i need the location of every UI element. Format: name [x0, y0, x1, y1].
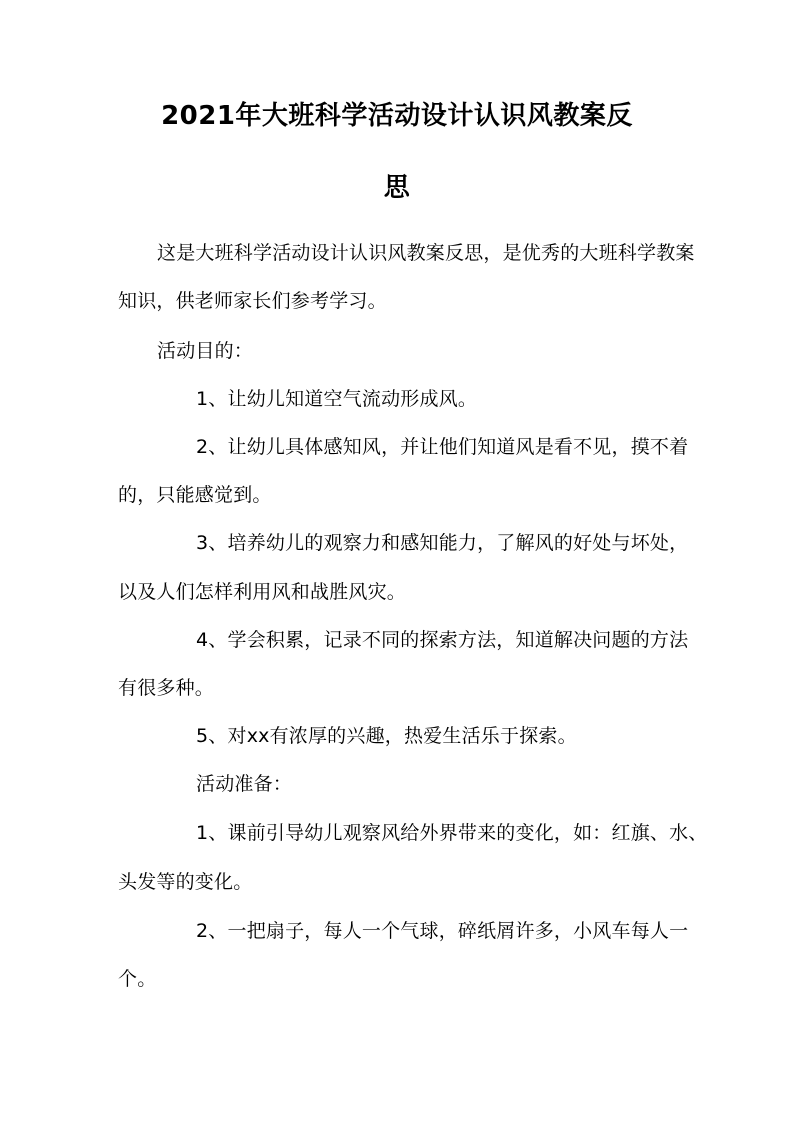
goal-item-2-line-2: 的，只能感觉到。 — [118, 484, 272, 506]
document-title-line-1: 2021年大班科学活动设计认识风教案反 — [161, 101, 633, 131]
prep-item-1-line-2: 头发等的变化。 — [118, 871, 253, 893]
intro-paragraph-line-2: 知识，供老师家长们参考学习。 — [118, 290, 387, 312]
goal-item-4-line-1: 4、学会积累，记录不同的探索方法，知道解决问题的方法 — [196, 629, 689, 651]
goal-item-1: 1、让幼儿知道空气流动形成风。 — [196, 388, 478, 410]
goal-item-5: 5、对xx有浓厚的兴趣，热爱生活乐于探索。 — [196, 725, 577, 747]
intro-paragraph-line-1: 这是大班科学活动设计认识风教案反思，是优秀的大班科学教案 — [157, 242, 695, 264]
goal-item-3-line-2: 以及人们怎样利用风和战胜风灾。 — [118, 581, 407, 603]
prep-heading: 活动准备： — [196, 773, 293, 795]
goal-item-2-line-1: 2、让幼儿具体感知风，并让他们知道风是看不见，摸不着 — [196, 436, 689, 458]
goal-item-4-line-2: 有很多种。 — [118, 677, 215, 699]
prep-item-1-line-1: 1、课前引导幼儿观察风给外界带来的变化，如：红旗、水、 — [196, 822, 708, 844]
goals-heading: 活动目的： — [157, 340, 254, 362]
document-title-line-2: 思 — [383, 173, 411, 203]
prep-item-2-line-2: 个。 — [118, 968, 157, 990]
prep-item-2-line-1: 2、一把扇子，每人一个气球，碎纸屑许多，小风车每人一 — [196, 920, 689, 942]
goal-item-3-line-1: 3、培养幼儿的观察力和感知能力，了解风的好处与坏处， — [196, 532, 689, 554]
